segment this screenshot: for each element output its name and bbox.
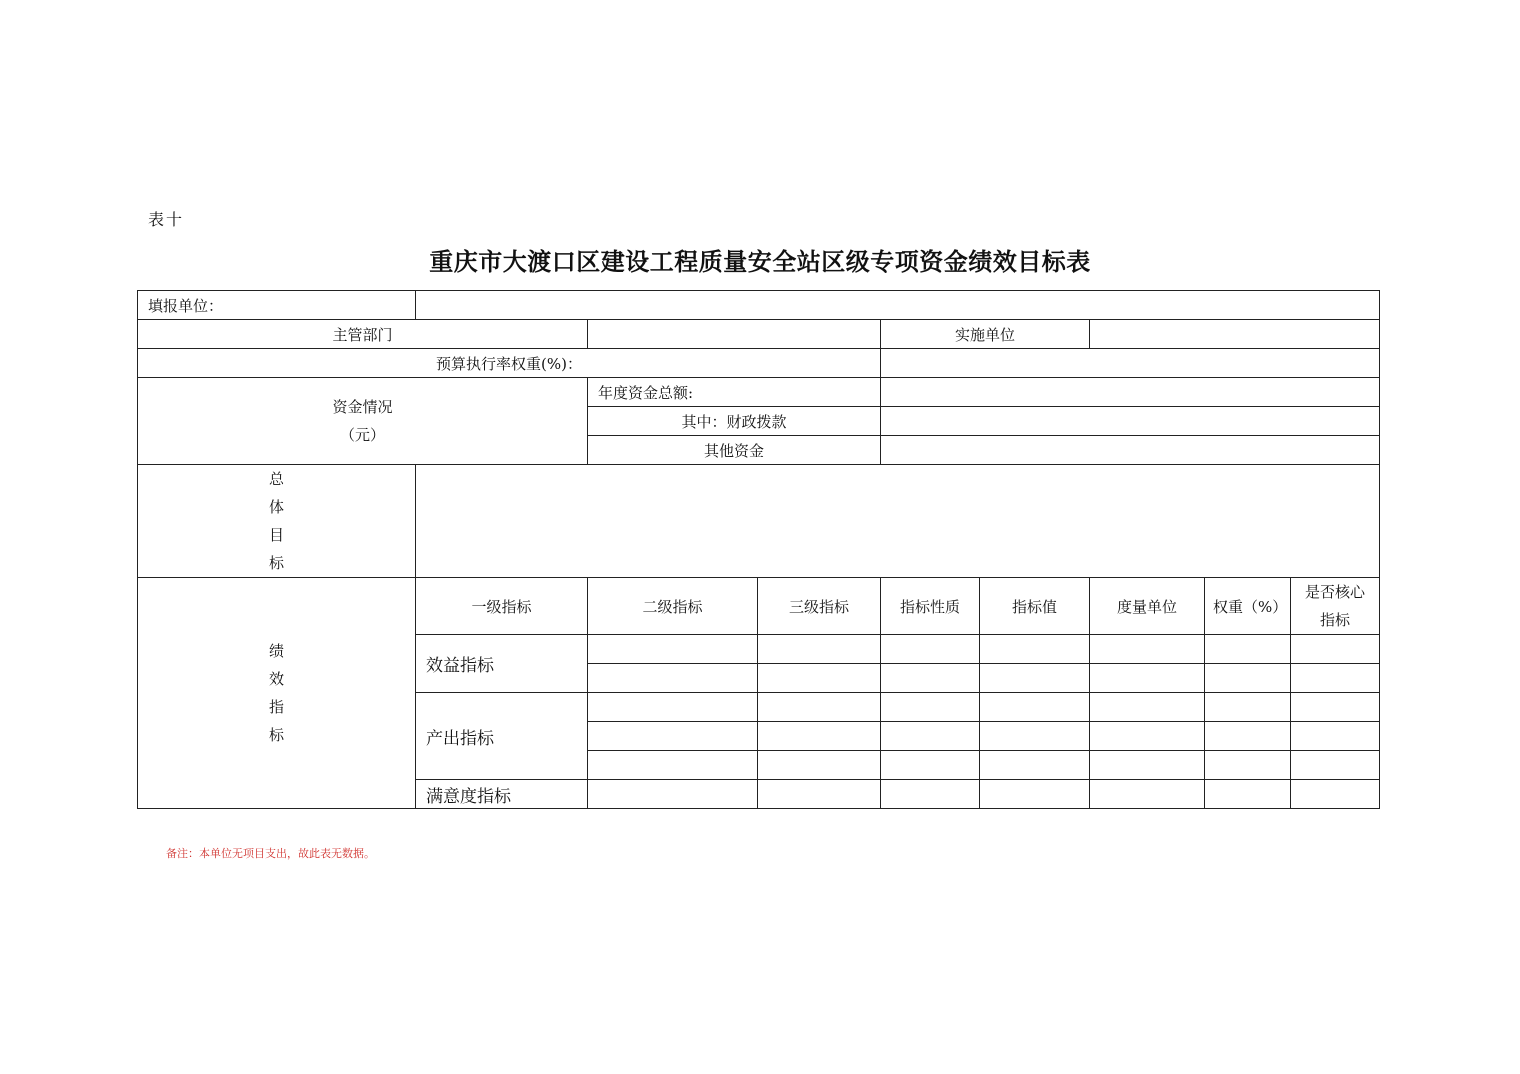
fiscal-value[interactable]	[881, 407, 1380, 436]
header-core	[1291, 578, 1380, 635]
header-weight: 权重（%）	[1205, 578, 1291, 635]
category-output: 产出指标	[416, 693, 588, 780]
indicator-cell[interactable]	[1205, 722, 1291, 751]
indicator-cell[interactable]	[758, 664, 881, 693]
indicator-cell[interactable]	[1090, 635, 1205, 664]
indicator-cell[interactable]	[758, 780, 881, 809]
indicator-cell[interactable]	[588, 693, 758, 722]
indicator-cell[interactable]	[758, 722, 881, 751]
budget-weight-label: 预算执行率权重(%)：	[138, 349, 881, 378]
indicator-cell[interactable]	[881, 664, 980, 693]
funds-label	[138, 378, 588, 465]
performance-char: 指	[268, 698, 284, 716]
table-row-indicator-headers	[138, 578, 1380, 635]
indicator-cell[interactable]	[1291, 635, 1380, 664]
funds-label-line1: 资金情况	[332, 398, 393, 416]
indicator-cell[interactable]	[980, 635, 1090, 664]
overall-goal-char: 目	[268, 526, 284, 544]
indicator-cell[interactable]	[980, 693, 1090, 722]
indicator-cell[interactable]	[588, 722, 758, 751]
header-core-line2: 指标	[1319, 611, 1350, 629]
category-benefit: 效益指标	[416, 635, 588, 693]
table-number: 表十	[148, 210, 185, 229]
overall-goal-value[interactable]	[416, 465, 1380, 578]
header-core-line1: 是否核心	[1304, 583, 1365, 601]
indicator-cell[interactable]	[1090, 722, 1205, 751]
indicator-cell[interactable]	[1090, 751, 1205, 780]
performance-char: 标	[268, 726, 284, 744]
document-title: 重庆市大渡口区建设工程质量安全站区级专项资金绩效目标表	[429, 247, 1091, 276]
reporting-unit-value[interactable]	[416, 291, 1380, 320]
indicator-cell[interactable]	[1291, 780, 1380, 809]
header-level3: 三级指标	[758, 578, 881, 635]
supervising-dept-value[interactable]	[588, 320, 881, 349]
reporting-unit-label: 填报单位：	[138, 291, 416, 320]
indicator-cell[interactable]	[758, 751, 881, 780]
indicator-cell[interactable]	[1205, 693, 1291, 722]
category-satisfaction: 满意度指标	[416, 780, 588, 809]
performance-indicators-label	[138, 578, 416, 809]
table-row-annual-total	[138, 378, 1380, 407]
table-row-departments	[138, 320, 1380, 349]
other-funds-label: 其他资金	[588, 436, 881, 465]
indicator-cell[interactable]	[1291, 664, 1380, 693]
indicator-cell[interactable]	[758, 693, 881, 722]
fiscal-label: 其中：财政拨款	[588, 407, 881, 436]
indicator-cell[interactable]	[588, 664, 758, 693]
budget-weight-value[interactable]	[881, 349, 1380, 378]
supervising-dept-label: 主管部门	[138, 320, 588, 349]
indicator-cell[interactable]	[881, 722, 980, 751]
implementing-unit-label: 实施单位	[881, 320, 1090, 349]
other-funds-value[interactable]	[881, 436, 1380, 465]
performance-char: 绩	[268, 642, 284, 660]
overall-goal-char: 总	[268, 470, 284, 488]
indicator-cell[interactable]	[980, 751, 1090, 780]
indicator-cell[interactable]	[881, 635, 980, 664]
footnote: 备注：本单位无项目支出，故此表无数据。	[166, 847, 375, 860]
indicator-cell[interactable]	[1291, 751, 1380, 780]
indicator-cell[interactable]	[881, 751, 980, 780]
header-level1: 一级指标	[416, 578, 588, 635]
indicator-cell[interactable]	[1291, 693, 1380, 722]
header-level2: 二级指标	[588, 578, 758, 635]
header-value: 指标值	[980, 578, 1090, 635]
table-row-overall-goal	[138, 465, 1380, 578]
indicator-cell[interactable]	[1205, 664, 1291, 693]
indicator-cell[interactable]	[758, 635, 881, 664]
indicator-cell[interactable]	[1205, 635, 1291, 664]
indicator-cell[interactable]	[1205, 780, 1291, 809]
implementing-unit-value[interactable]	[1090, 320, 1380, 349]
indicator-cell[interactable]	[588, 635, 758, 664]
table-row-reporting-unit	[138, 291, 1380, 320]
overall-goal-char: 体	[268, 498, 284, 516]
indicator-cell[interactable]	[1090, 693, 1205, 722]
performance-char: 效	[268, 670, 284, 688]
table-row-budget-weight	[138, 349, 1380, 378]
indicator-cell[interactable]	[1291, 722, 1380, 751]
overall-goal-char: 标	[268, 554, 284, 572]
performance-target-table	[137, 290, 1380, 809]
indicator-cell[interactable]	[881, 780, 980, 809]
annual-total-value[interactable]	[881, 378, 1380, 407]
overall-goal-label	[138, 465, 416, 578]
indicator-cell[interactable]	[588, 751, 758, 780]
header-unit: 度量单位	[1090, 578, 1205, 635]
indicator-cell[interactable]	[588, 780, 758, 809]
indicator-cell[interactable]	[881, 693, 980, 722]
indicator-cell[interactable]	[1090, 780, 1205, 809]
annual-total-label: 年度资金总额:	[588, 378, 881, 407]
indicator-cell[interactable]	[1205, 751, 1291, 780]
indicator-cell[interactable]	[980, 664, 1090, 693]
funds-label-line2: （元）	[339, 426, 385, 444]
header-nature: 指标性质	[881, 578, 980, 635]
indicator-cell[interactable]	[980, 780, 1090, 809]
indicator-cell[interactable]	[980, 722, 1090, 751]
indicator-cell[interactable]	[1090, 664, 1205, 693]
